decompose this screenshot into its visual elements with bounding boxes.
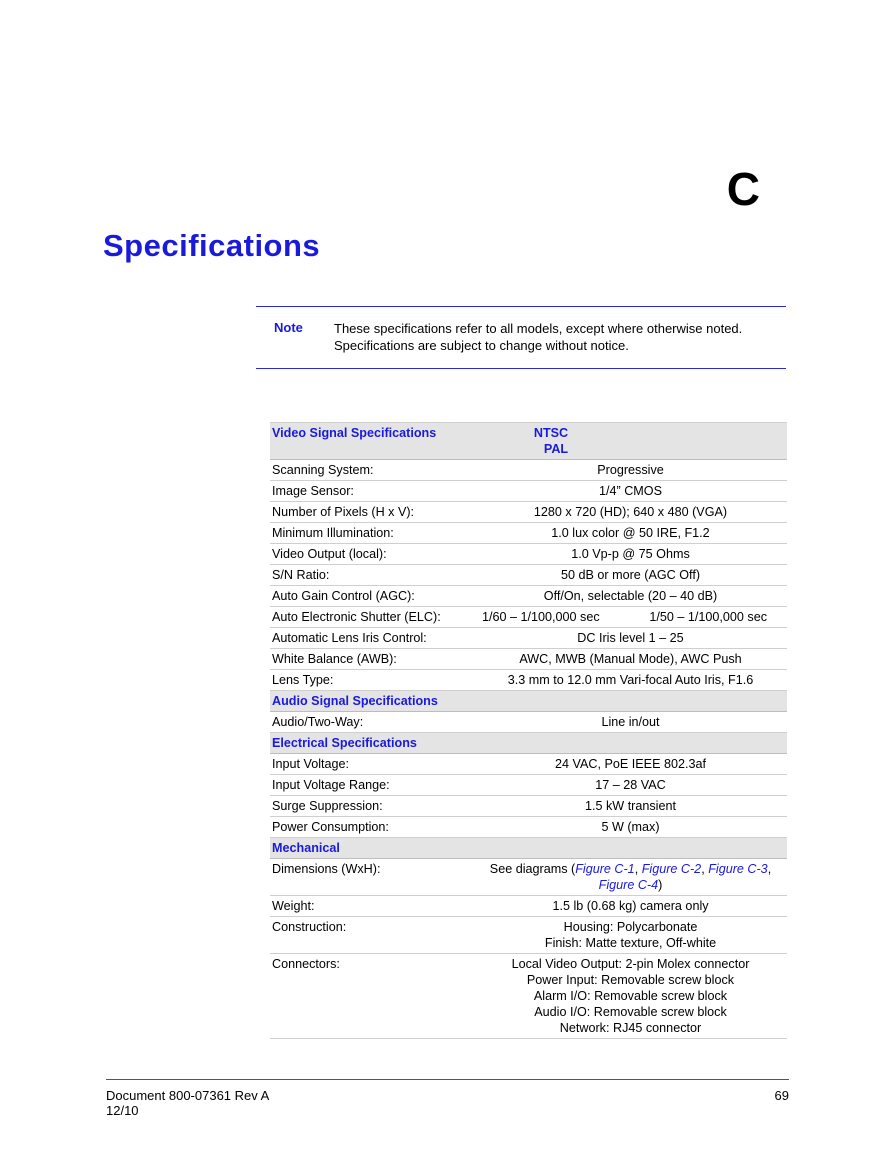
row-value: 5 W (max) <box>474 817 787 838</box>
value-line: Network: RJ45 connector <box>559 1021 702 1035</box>
page-number: 69 <box>774 1088 789 1103</box>
table-row <box>270 670 787 691</box>
note-label: Note <box>274 320 303 335</box>
table-row <box>270 775 787 796</box>
row-value: 1.5 lb (0.68 kg) camera only <box>474 896 787 917</box>
table-row <box>270 896 787 917</box>
row-label: Connectors: <box>270 954 474 1039</box>
figure-link-c1[interactable]: Figure C-1 <box>575 862 635 876</box>
column-ntsc-label: NTSC <box>533 426 569 440</box>
dimensions-prefix: See diagrams ( <box>489 862 576 876</box>
row-label: Video Output (local): <box>270 544 474 565</box>
row-label: Surge Suppression: <box>270 796 474 817</box>
footer-date: 12/10 <box>106 1103 139 1118</box>
row-label: Image Sensor: <box>270 481 474 502</box>
row-value: Off/On, selectable (20 – 40 dB) <box>474 586 787 607</box>
row-value: 1.5 kW transient <box>474 796 787 817</box>
table-row <box>270 565 787 586</box>
row-label: S/N Ratio: <box>270 565 474 586</box>
row-value <box>474 859 787 896</box>
table-row <box>270 859 787 896</box>
row-value <box>474 917 787 954</box>
row-value <box>474 954 787 1039</box>
section-header-electrical <box>270 733 787 754</box>
section-header-audio <box>270 691 787 712</box>
spec-table <box>270 422 787 1039</box>
row-label: Scanning System: <box>270 460 474 481</box>
table-row <box>270 796 787 817</box>
figure-link-c2[interactable]: Figure C-2 <box>641 862 702 876</box>
note-line: Specifications are subject to change without notice. <box>334 338 629 353</box>
value-line: Finish: Matte texture, Off-white <box>544 936 717 950</box>
section-title: Electrical Specifications <box>270 733 787 754</box>
row-label: Lens Type: <box>270 670 474 691</box>
section-title: Mechanical <box>270 838 787 859</box>
row-value: Progressive <box>474 460 787 481</box>
chapter-letter: C <box>726 163 760 215</box>
row-value: 1280 x 720 (HD); 640 x 480 (VGA) <box>474 502 787 523</box>
value-line: Power Input: Removable screw block <box>526 973 735 987</box>
row-label: Auto Electronic Shutter (ELC): <box>270 607 474 628</box>
table-row <box>270 754 787 775</box>
row-value: 1.0 lux color @ 50 IRE, F1.2 <box>474 523 787 544</box>
row-value: DC Iris level 1 – 25 <box>474 628 787 649</box>
row-value: 1.0 Vp-p @ 75 Ohms <box>474 544 787 565</box>
figure-link-c4[interactable]: Figure C-4 <box>598 878 659 892</box>
row-value: 17 – 28 VAC <box>474 775 787 796</box>
footer-doc-number: Document 800-07361 Rev A <box>106 1088 270 1103</box>
table-row <box>270 544 787 565</box>
value-line: Housing: Polycarbonate <box>563 920 698 934</box>
section-title: Audio Signal Specifications <box>270 691 787 712</box>
row-value: 24 VAC, PoE IEEE 802.3af <box>474 754 787 775</box>
table-row <box>270 586 787 607</box>
footer-document-info <box>106 1088 269 1118</box>
separator: , <box>634 862 642 876</box>
value-line: Local Video Output: 2-pin Molex connector <box>511 957 750 971</box>
section-header-video <box>270 423 787 460</box>
row-label: Dimensions (WxH): <box>270 859 474 896</box>
note-line: These specifications refer to all models, except where otherwise noted. <box>334 321 743 336</box>
row-value: Line in/out <box>474 712 787 733</box>
table-row <box>270 817 787 838</box>
row-label: Minimum Illumination: <box>270 523 474 544</box>
note-text <box>334 320 774 354</box>
row-label: Automatic Lens Iris Control: <box>270 628 474 649</box>
row-label: Input Voltage: <box>270 754 474 775</box>
table-row <box>270 649 787 670</box>
footer-divider <box>106 1079 789 1080</box>
dimensions-suffix: ) <box>658 878 663 892</box>
section-header-mechanical <box>270 838 787 859</box>
row-label: Input Voltage Range: <box>270 775 474 796</box>
row-label: Weight: <box>270 896 474 917</box>
separator: , <box>767 862 772 876</box>
row-label: Power Consumption: <box>270 817 474 838</box>
row-value: 3.3 mm to 12.0 mm Vari-focal Auto Iris, F1.6 <box>474 670 787 691</box>
row-label: Audio/Two-Way: <box>270 712 474 733</box>
table-row <box>270 502 787 523</box>
table-row <box>270 954 787 1039</box>
row-value: AWC, MWB (Manual Mode), AWC Push <box>474 649 787 670</box>
column-pal-label: PAL <box>543 442 569 456</box>
column-ntsc <box>474 423 787 460</box>
value-line: Audio I/O: Removable screw block <box>534 1005 727 1019</box>
row-label: Number of Pixels (H x V): <box>270 502 474 523</box>
row-value-ntsc: 1/60 – 1/100,000 sec <box>474 607 634 628</box>
row-label: Construction: <box>270 917 474 954</box>
separator: , <box>701 862 709 876</box>
table-row <box>270 917 787 954</box>
note-box <box>256 306 786 369</box>
page-title: Specifications <box>103 228 321 263</box>
section-title: Video Signal Specifications <box>270 423 474 460</box>
table-row <box>270 607 787 628</box>
table-row <box>270 712 787 733</box>
table-row <box>270 460 787 481</box>
figure-link-c3[interactable]: Figure C-3 <box>708 862 768 876</box>
table-row <box>270 523 787 544</box>
table-row <box>270 481 787 502</box>
table-row <box>270 628 787 649</box>
value-line: Alarm I/O: Removable screw block <box>533 989 728 1003</box>
row-value: 1/4” CMOS <box>474 481 787 502</box>
row-label: Auto Gain Control (AGC): <box>270 586 474 607</box>
row-value-pal: 1/50 – 1/100,000 sec <box>634 607 787 628</box>
row-label: White Balance (AWB): <box>270 649 474 670</box>
row-value: 50 dB or more (AGC Off) <box>474 565 787 586</box>
